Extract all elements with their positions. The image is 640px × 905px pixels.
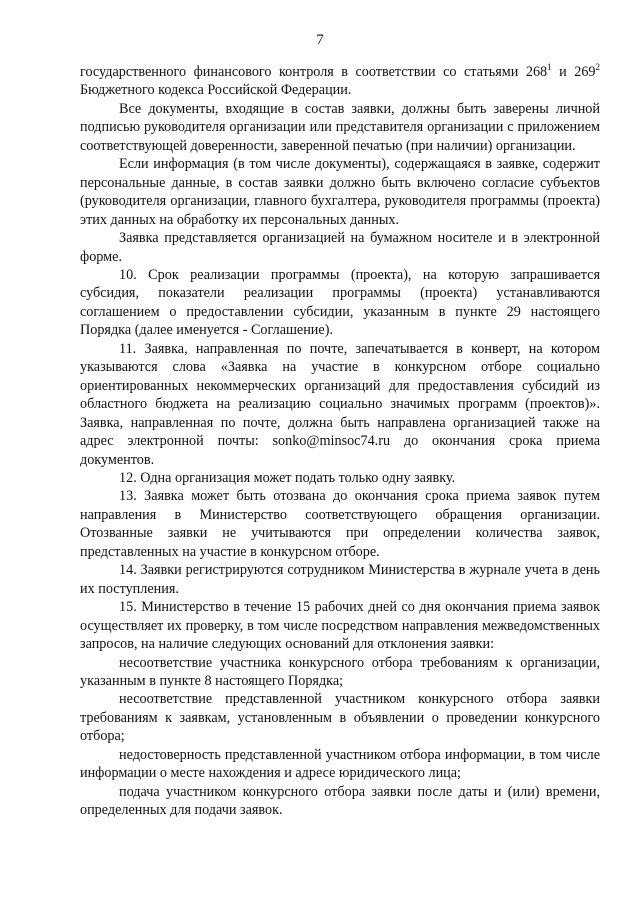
page-number: 7 [316, 32, 324, 48]
rejection-ground: недостоверность представленной участником отбора информации, в том числе информации о месте нахождения и адресе юридического лица; [80, 746, 600, 782]
rejection-ground: несоответствие участника конкурсного отбора требованиям к организации, указанным в пункте 8 настоящего Порядка; [80, 654, 600, 689]
paragraph: Заявка представляется организацией на бумажном носителе и в электронной форме. [80, 230, 600, 265]
rejection-ground: несоответствие представленной участником конкурсного отбора заявки требованиям к заявкам, установленным в объявлении о проведении конкурсного отбора; [80, 691, 600, 745]
superscript: 1 [547, 62, 552, 72]
superscript: 2 [595, 62, 601, 72]
paragraph-item-10: 10. Срок реализации программы (проекта), на которую запрашивается субсидия, показатели реализации программы (проекта) устанавливаются соглашением о предоставлении субсидии, указанным в пункте 29 настоящего Порядка (далее именуется - Соглашение). [80, 266, 600, 339]
paragraph-continuation [80, 63, 600, 100]
paragraph: Все документы, входящие в состав заявки, должны быть заверены личной подписью руководителя организации или представителя организации с приложением соответствующей доверенности, заверенной печатью (при наличии) организации. [80, 100, 600, 154]
paragraph-item-12: 12. Одна организация может подать только одну заявку. [119, 469, 456, 486]
paragraph-text: Бюджетного кодекса Российской Федерации. [80, 82, 352, 99]
paragraph-item-15: 15. Министерство в течение 15 рабочих дней со дня окончания приема заявок осуществляет их проверку, в том числе посредством направления межведомственных запросов, на наличие следующих оснований для отклонения заявки: [80, 599, 600, 653]
paragraph-item-14: 14. Заявки регистрируются сотрудником Министерства в журнале учета в день их поступления. [80, 562, 600, 597]
paragraph: Если информация (в том числе документы), содержащаяся в заявке, содержит персональные данные, в состав заявки должно быть включено согласие субъектов (руководителя организации, главного бухгалтера, руководителя программы (проекта) этих данных на обработку их персональных данных. [80, 156, 600, 228]
paragraph-text: и 269 [551, 64, 596, 80]
paragraph-item-11: 11. Заявка, направленная по почте, запечатывается в конверт, на котором указываются слова «Заявка на участие в конкурсном отборе социально ориентированных некоммерческих организаций для предоставления субсидий из областного бюджета на реализацию социально значимых программ (проектов)». Заявка, направленная по почте, должна быть направлена организацией также на адрес электронной почты: sonko@minsoc74.ru до окончания срока приема документов. [80, 340, 600, 468]
document-body [80, 63, 600, 820]
rejection-ground: подача участником конкурсного отбора заявки после даты и (или) времени, определенных для подачи заявок. [80, 783, 600, 819]
paragraph-text: государственного финансового контроля в соответствии со статьями 268 [80, 64, 548, 80]
paragraph-item-13: 13. Заявка может быть отозвана до окончания срока приема заявок путем направления в Министерство соответствующего обращения организации. Отозванные заявки не учитываются при определении количества заявок, представленных на участие в конкурсном отборе. [80, 488, 600, 560]
